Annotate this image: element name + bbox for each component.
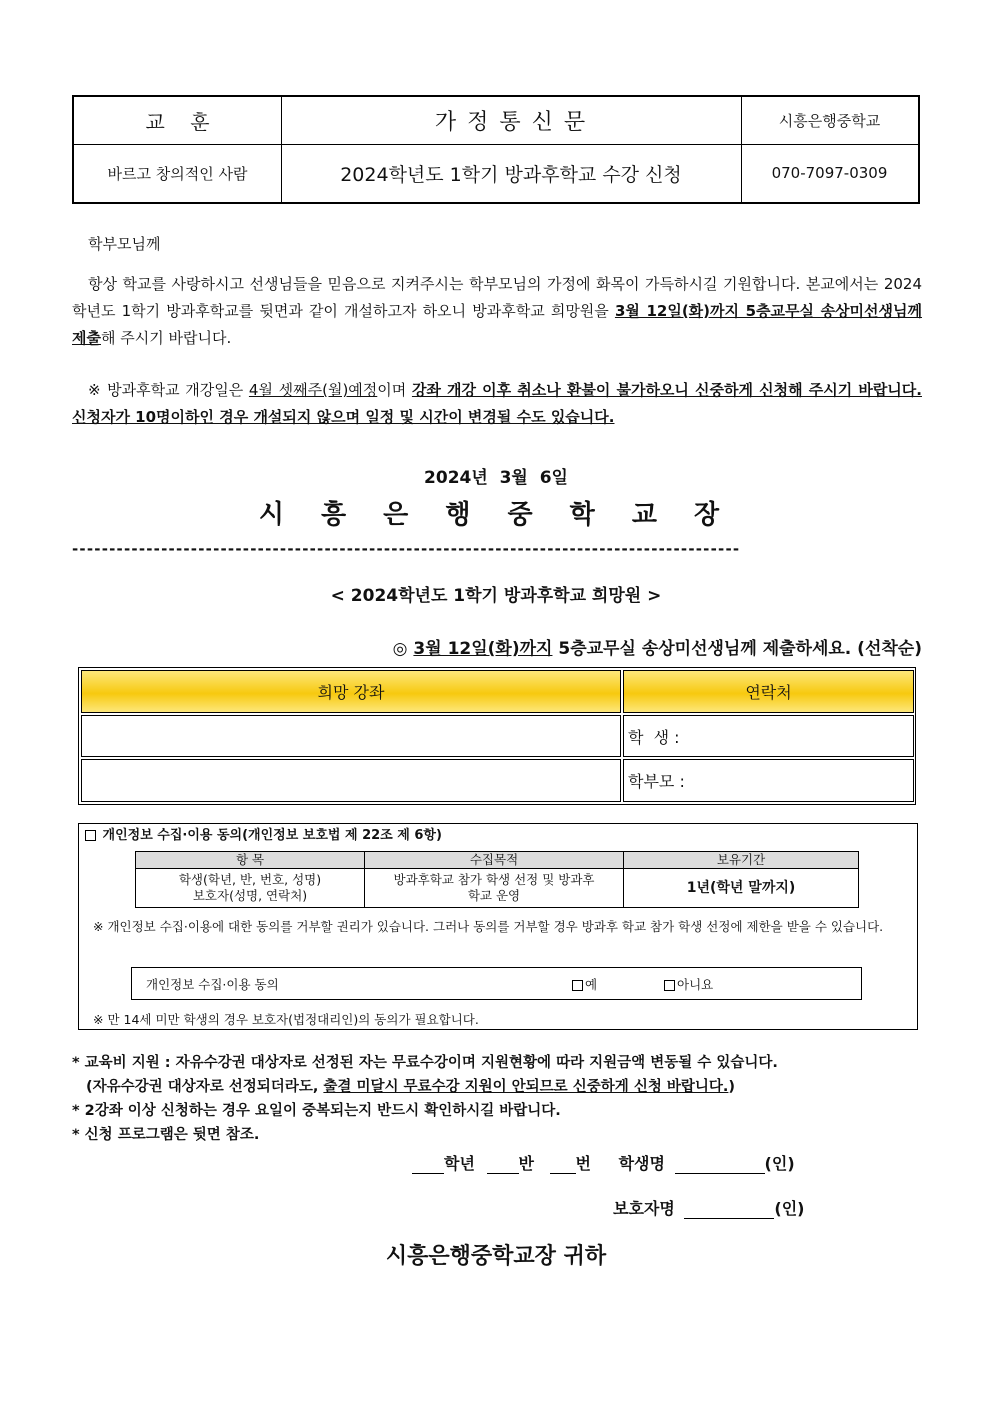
privacy-table <box>135 851 859 908</box>
wish-table <box>78 667 916 805</box>
note-support: * 교육비 지원 : 자유수강권 대상자로 선정된 자는 무료수강이며 지원현황에 따라 지원금액 변동될 수 있습니다. <box>72 1055 778 1071</box>
privacy-heading-text: 개인정보 수집·이용 동의(개인정보 보호법 제 22조 제 6항) <box>102 828 442 843</box>
purpose-line-1: 방과후학교 참가 학생 선정 및 방과후 <box>393 872 595 887</box>
greeting: 학부모님께 <box>88 235 161 253</box>
guardian-seal: (인) <box>774 1199 805 1218</box>
addressee: 시흥은행중학교장 귀하 <box>385 1244 607 1269</box>
parent-contact-field[interactable]: 학부모 : <box>623 759 914 802</box>
consent-no[interactable] <box>664 975 713 993</box>
cut-line: ------------------------------------------------------------------------------------------ <box>72 540 741 558</box>
principal-signature: 시 흥 은 행 중 학 교 장 <box>258 500 734 530</box>
cell-purpose <box>365 869 624 907</box>
school-phone: 070-7097-0309 <box>771 164 888 182</box>
yes-checkbox-icon[interactable] <box>572 980 583 991</box>
number-blank[interactable] <box>550 1155 576 1174</box>
note-detail-start: (자유수강권 대상자로 선정되더라도, <box>86 1079 324 1095</box>
header-purpose: 수집목적 <box>365 852 624 869</box>
course-input-1[interactable] <box>81 715 621 757</box>
letter-paragraph-2 <box>72 377 922 431</box>
yes-label: 예 <box>585 977 598 992</box>
notice-deadline: 3월 12일(화)까지 <box>413 639 553 659</box>
guardian-name-label: 보호자명 <box>613 1199 675 1218</box>
student-name-blank[interactable] <box>675 1155 765 1174</box>
no-label: 아니요 <box>677 977 714 992</box>
p1-end: 해 주시기 바랍니다. <box>100 329 232 347</box>
letter-paragraph-1 <box>72 271 922 352</box>
grade-blank[interactable] <box>412 1155 444 1174</box>
note-support-detail <box>72 1075 778 1099</box>
student-signature-line <box>412 1151 795 1174</box>
note-program: * 신청 프로그램은 뒷면 참조. <box>72 1127 260 1143</box>
contact-header: 연락처 <box>623 670 914 713</box>
course-header: 희망 강좌 <box>81 670 621 713</box>
cell-items <box>136 869 365 907</box>
p1-deadline: 3월 12일(화)까지 5층교무실 송상미선생님께 제출 <box>72 302 923 347</box>
class-blank[interactable] <box>487 1155 519 1174</box>
guardian-name-blank[interactable] <box>684 1200 774 1219</box>
note-schedule: * 2강좌 이상 신청하는 경우 요일이 중복되는지 반드시 확인하시길 바랍니다. <box>72 1103 561 1119</box>
privacy-note-1: ※ 개인정보 수집·이용에 대한 동의를 거부할 권리가 있습니다. 그러나 동의를 거부할 경우 방과후 학교 참가 학생 선정에 제한을 받을 수 있습니다. <box>93 919 884 934</box>
cell-retention: 1년(학년 말까지) <box>686 880 796 896</box>
item-line-1: 학생(학년, 반, 번호, 성명) <box>178 872 322 887</box>
purpose-line-2: 학교 운영 <box>467 888 521 903</box>
form-title: < 2024학년도 1학기 방과후학교 희망원 > <box>330 586 662 606</box>
note-detail-warning: 출결 미달시 무료수강 지원이 안되므로 신중하게 신청 바랍니다. <box>323 1079 729 1095</box>
letter-date: 2024년 3월 6일 <box>424 468 568 488</box>
notice-mark: ◎ <box>392 639 414 659</box>
number-label: 번 <box>575 1154 592 1173</box>
consent-label: 개인정보 수집·이용 동의 <box>146 977 279 992</box>
form-notice <box>393 634 922 659</box>
student-contact-field[interactable]: 학 생 : <box>623 715 914 757</box>
note-detail-end: ) <box>728 1079 736 1095</box>
motto-label: 교 훈 <box>145 110 210 134</box>
header-retention: 보유기간 <box>624 852 858 869</box>
header-items: 항 목 <box>136 852 365 869</box>
p2-start-date: 4월 셋째주(월)예정 <box>248 381 378 399</box>
guardian-signature-line <box>613 1196 805 1219</box>
notice-rest: 5층교무실 송상미선생님께 제출하세요. (선착순) <box>552 639 922 659</box>
header-table <box>72 95 920 204</box>
item-line-2: 보호자(성명, 연락처) <box>192 888 308 903</box>
notes <box>72 1051 778 1147</box>
p2-joiner: 이며 <box>377 381 412 399</box>
newsletter-title: 가 정 통 신 문 <box>434 110 588 135</box>
p2-warning: 강좌 개강 이후 취소나 환불이 불가하오니 신중하게 신청해 주시기 바랍니다. 신청자가 10명이하인 경우 개설되지 않으며 일정 및 시간이 변경될 수도 있습니다. <box>72 381 922 426</box>
student-seal: (인) <box>764 1154 795 1173</box>
grade-label: 학년 <box>444 1154 475 1173</box>
consent-yes[interactable] <box>572 975 597 993</box>
school-name: 시흥은행중학교 <box>778 112 881 130</box>
newsletter-subject: 2024학년도 1학기 방과후학교 수강 신청 <box>340 163 682 186</box>
no-checkbox-icon[interactable] <box>664 980 675 991</box>
consent-row <box>131 967 862 1000</box>
student-name-label: 학생명 <box>618 1154 665 1173</box>
checkbox-icon <box>85 830 96 841</box>
p1-text: 항상 학교를 사랑하시고 선생님들을 믿음으로 지켜주시는 학부모님의 가정에 화목이 가득하시길 기원합니다. 본교에서는 2024학년도 1학기 방과후학교를 뒷면과 같이 개설하고자 하오니 방과후학교 희망원을 <box>72 275 922 320</box>
course-input-2[interactable] <box>81 759 621 802</box>
p2-text: ※ 방과후학교 개강일은 <box>88 381 249 399</box>
privacy-note-2: ※ 만 14세 미만 학생의 경우 보호자(법정대리인)의 동의가 필요합니다. <box>93 1012 479 1027</box>
class-label: 반 <box>518 1154 534 1173</box>
privacy-heading <box>85 824 442 843</box>
school-motto: 바르고 창의적인 사람 <box>107 164 248 183</box>
